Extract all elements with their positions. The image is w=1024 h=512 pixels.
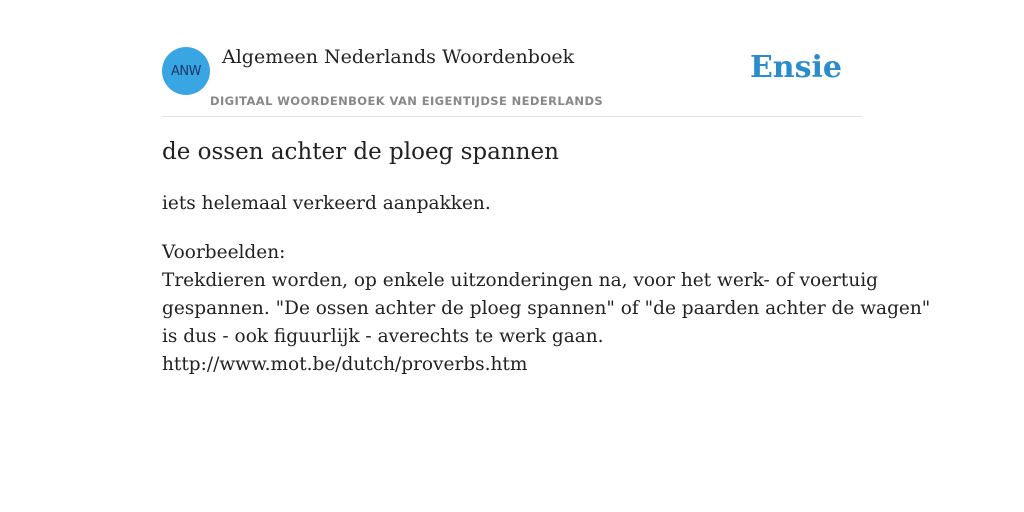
site-header [162,0,862,117]
entry-title: de ossen achter de ploeg spannen [162,139,559,165]
examples-section [162,239,931,379]
example-source-url: http://www.mot.be/dutch/proverbs.htm [162,354,528,375]
example-line: Trekdieren worden, op enkele uitzonderingen na, voor het werk- of voertuig [162,270,878,291]
page-container [162,0,931,375]
entry-definition: iets helemaal verkeerd aanpakken. [162,193,491,214]
anw-logo[interactable] [162,47,210,95]
ensie-brand-link[interactable]: Ensie [749,50,842,85]
examples-label: Voorbeelden: [162,242,286,263]
site-subtitle: DIGITAAL WOORDENBOEK VAN EIGENTIJDSE NEDERLANDS [210,94,604,108]
example-line: gespannen. "De ossen achter de ploeg spannen" of "de paarden achter de wagen" [162,298,931,319]
logo-text: ANW [171,63,201,79]
example-line: is dus - ook figuurlijk - averechts te werk gaan. [162,326,604,347]
site-title[interactable]: Algemeen Nederlands Woordenboek [222,46,575,68]
